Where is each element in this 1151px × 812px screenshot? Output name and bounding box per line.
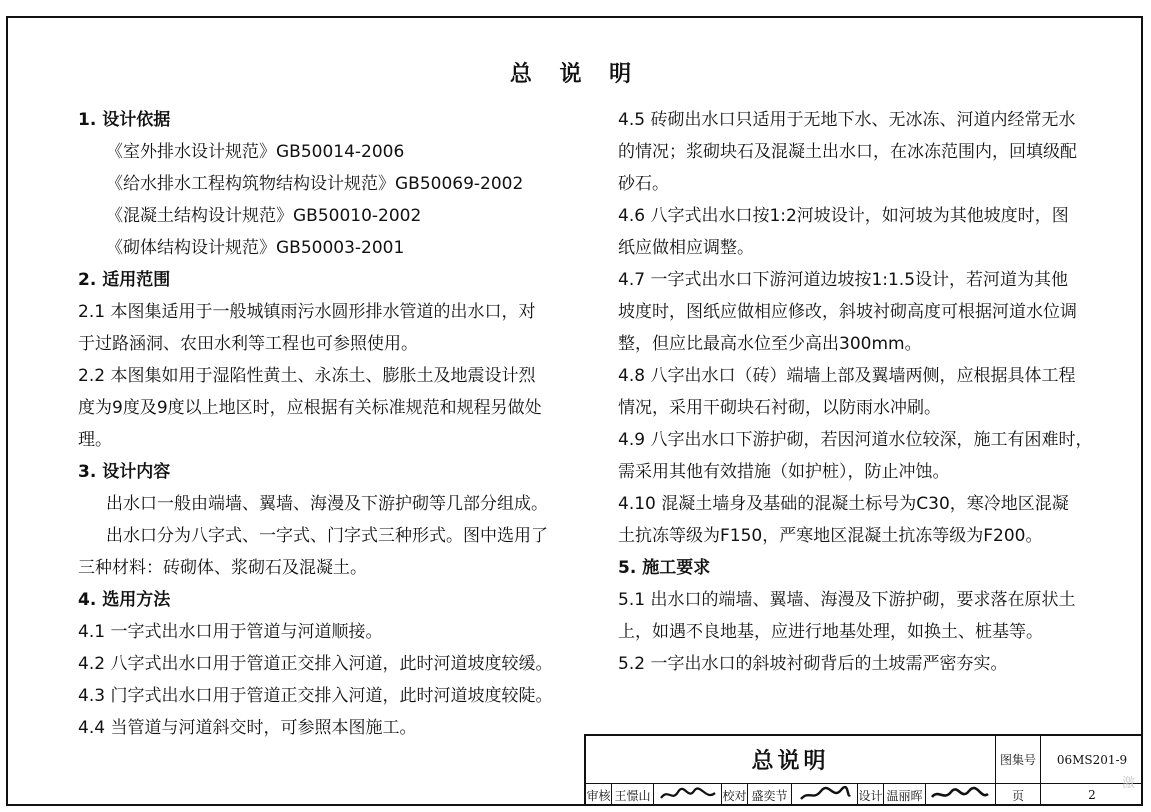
text-line: 《给水排水工程构筑物结构设计规范》GB50069-2002 [106,174,524,194]
section-heading: 2. 适用范围 [78,270,171,290]
text-line: 砂石。 [618,174,669,194]
reviewer-name: 王憬山 [612,784,654,806]
text-line: 的情况；浆砌块石及混凝土出水口，在冰冻范围内，回填级配 [618,142,1077,162]
designer-signature [926,784,994,806]
title-block [584,734,1143,806]
text-line: 4.4 当管道与河道斜交时，可参照本图施工。 [78,718,417,738]
sheet-title: 总说明 [586,736,996,784]
atlas-number: 06MS201-9 [1041,736,1143,784]
text-line: 纸应做相应调整。 [618,238,754,258]
text-line: 《砌体结构设计规范》GB50003-2001 [106,238,405,258]
text-line: 出水口一般由端墙、翼墙、海漫及下游护砌等几部分组成。 [106,494,548,514]
text-line: 4.1 一字式出水口用于管道与河道顺接。 [78,622,383,642]
design-label: 设计 [858,784,884,806]
text-line: 5.2 一字出水口的斜坡衬砌背后的土坡需严密夯实。 [618,654,1008,674]
atlas-number-label: 图集号 [996,736,1041,784]
text-line: 需采用其他有效措施（如护桩），防止冲蚀。 [618,462,950,482]
check-label: 校对 [722,784,748,806]
text-line: 度为9度及9度以上地区时，应根据有关标准规范和规程另做处 [78,398,542,418]
checker-signature [792,784,858,806]
text-line: 4.8 八字出水口（砖）端墙上部及翼墙两侧，应根据具体工程 [618,366,1076,386]
text-line: 4.5 砖砌出水口只适用于无地下水、无冰冻、河道内经常无水 [618,110,1076,130]
text-line: 土抗冻等级为F150，严寒地区混凝土抗冻等级为F200。 [618,526,1043,546]
text-line: 于过路涵洞、农田水利等工程也可参照使用。 [78,334,418,354]
text-line: 《室外排水设计规范》GB50014-2006 [106,142,405,162]
text-line: 《混凝土结构设计规范》GB50010-2002 [106,206,422,226]
designer-name: 温丽晖 [884,784,926,806]
text-line: 4.7 一字式出水口下游河道边坡按1:1.5设计，若河道为其他 [618,270,1069,290]
checker-name: 盛奕节 [748,784,792,806]
text-line: 出水口分为八字式、一字式、门字式三种形式。图中选用了 [106,526,548,546]
text-line: 理。 [78,430,112,450]
text-line: 三种材料：砖砌体、浆砌石及混凝土。 [78,558,367,578]
reviewer-signature [654,784,722,806]
left-column [78,104,558,744]
page-title: 总 说 明 [509,62,642,87]
watermark: 激 [1122,776,1136,791]
text-line: 情况，采用干砌块石衬砌，以防雨水冲刷。 [618,398,941,418]
text-line: 4.6 八字式出水口按1:2河坡设计，如河坡为其他坡度时，图 [618,206,1069,226]
text-line: 2.1 本图集适用于一般城镇雨污水圆形排水管道的出水口，对 [78,302,536,322]
text-line: 5.1 出水口的端墙、翼墙、海漫及下游护砌，要求落在原状土 [618,590,1076,610]
section-heading: 3. 设计内容 [78,462,171,482]
text-line: 4.2 八字式出水口用于管道正交排入河道，此时河道坡度较缓。 [78,654,553,674]
review-label: 审核 [586,784,612,806]
text-line: 上，如遇不良地基，应进行地基处理，如换土、桩基等。 [618,622,1043,642]
section-heading: 1. 设计依据 [78,110,171,130]
section-heading: 5. 施工要求 [618,558,711,578]
text-line: 整，但应比最高水位至少高出300mm。 [618,334,922,354]
text-line: 4.9 八字出水口下游护砌，若因河道水位较深，施工有困难时， [618,430,1093,450]
right-column [618,104,1098,680]
page-label: 页 [996,784,1041,806]
page-number: 2 [1088,788,1096,802]
text-line: 4.10 混凝土墙身及基础的混凝土标号为C30，寒冷地区混凝 [618,494,1069,514]
text-line: 坡度时，图纸应做相应修改，斜坡衬砌高度可根据河道水位调 [618,302,1077,322]
signature-row [586,784,996,806]
text-line: 4.3 门字式出水口用于管道正交排入河道，此时河道坡度较陡。 [78,686,553,706]
text-line: 2.2 本图集如用于湿陷性黄土、永冻土、膨胀土及地震设计烈 [78,366,536,386]
section-heading: 4. 选用方法 [78,590,171,610]
